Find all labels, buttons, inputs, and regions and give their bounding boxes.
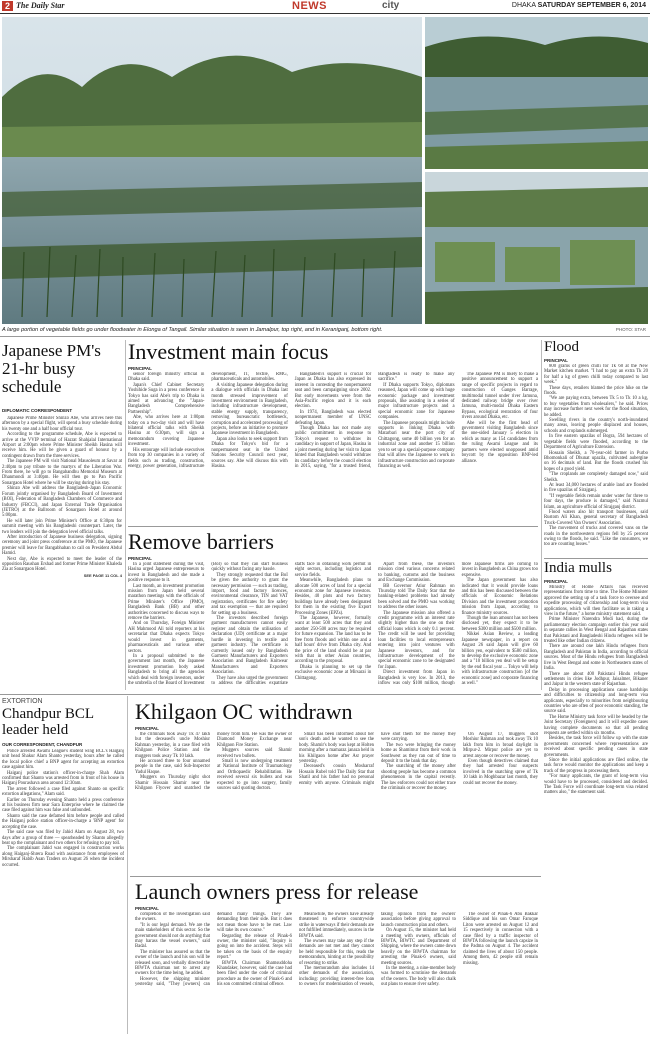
paragraph: Apart from these, the investors mission cited various concerns related to banking, customs and the business and Exchange Commission.	[378, 562, 455, 584]
paragraph: completion of the investigation said the owners.	[135, 912, 210, 923]
chandpur-kicker: EXTORTION	[2, 698, 43, 705]
paragraph: Hossain Sheikh, a 70-year-old farmer in Purbo Bhomonkali of Dhunat upazila, cultivated aubergine on 16 decimals of land. But the floods crushed his hopes of a good yield.	[544, 450, 648, 472]
paragraph: The Japan government has also indicated that it would provide loans and this has been discussed between the officials of Economic Relations Division and the investment promotion mission from Japan, according to finance ministry sources.	[461, 578, 538, 616]
paragraph: In 1974, Bangladesh was elected nonpermanent member of UNSC defeating Japan.	[294, 409, 372, 426]
chandpur-headline: Chandpur BCL leader held	[2, 706, 94, 738]
khilgaon-headline: Khilgaon OC withdrawn	[135, 699, 353, 724]
paragraph: Prime Minister Narendra Modi had, during the parliamentary election campaign earlier this year said in separate rallies in West Bengal and Rajasthan states that Pakistani and Bangladeshi Hindu refugees will be treated like other Indian citizens.	[544, 617, 648, 645]
paragraph: Even though detectives claimed that they had arrested four suspects involved in the snatching spree of Tk 10 lakh in Moghbazar last month, they could not recover the money.	[463, 759, 538, 786]
paragraph: In a joint statement during the visit, Hasina urged Japanese entrepreneurs to invest in Bangladesh and she made a positive response to it.	[128, 562, 205, 584]
paragraph: The Japanese proposals might include supports in linking Dhaka with Matarbari near the port city of Chittagong, some 40 billion yen for an industrial zone and another 15 billion yen to set up a special-purpose company that will allow the Japanese to work in infrastructure construction and corporate financing as well.	[378, 420, 455, 469]
paragraph: "The croplands are completely damaged now," said Sheikh.	[544, 472, 648, 483]
main-flood-photo	[2, 17, 422, 324]
continued-link[interactable]: SEE PAGE 11 COL 4	[83, 572, 122, 578]
paragraph: The movement of trucks and covered vans on the roads in the northwestern regions fell by 25 percent owing to the floods, he said. "Like the consumers, we too are counting losses."	[544, 526, 648, 548]
divider	[544, 558, 648, 559]
khilgaon-byline: PRINCIPAL	[135, 726, 159, 731]
paragraph: Nikkei Asian Review, a leading Japanese newspaper, in a report on August 26 said Japan will give 60 billion yen, equivalent to $580 million, to develop the exclusive economic zone and a "10 billion yen deal will be setup by the end fiscal year ... Tokyo will help with infrastructure construction [of the economic zone] and corporate financing as well."	[461, 632, 538, 686]
paragraph: Though Dhaka has not made any public commitment in response to Tokyo's request to withdraw its candidacy in support of Japan, Hasina in a joint meeting during her visit to Japan hinted that Bangladesh would withdraw its candidacy before the council election in 2015, saying, "for a trusted friend, Bangladesh is ready to make any sacrifice."	[294, 372, 455, 469]
paragraph: senior foreign ministry official in Dhaka said.	[128, 372, 205, 383]
paragraph: Abe, who arrives here at 1:00pm today on a two-day visit and will have bilateral official talks with Sheikh Hasina at 6:30pm, will sign a memorandum covering Japanese investment.	[128, 415, 205, 448]
dateline	[512, 2, 646, 9]
paragraph: In a proposal submitted to the government last month, the Japanese investment promotion body asked Bangladesh to bring all the agencies which deal with foreign investors, under the umbrella of the Board of Investment (BoI) so that they can start business quickly without facing any hassle.	[128, 562, 288, 686]
paragraph: Muggers on Thursday night shot Shamir Hossain Shamir near the Khilgaon Flyover and snatched the money from him. He was the owner of Diamond Money Exchange near Khilgaon Fire Station.	[135, 732, 292, 792]
chandpur-byline: OUR CORRESPONDENT, CHANDPUR	[2, 742, 83, 747]
paragraph: "It is our legal demand. We are the main stakeholders of this sector. So the government should not do anything that may harass the vessel owners," said Badal.	[135, 922, 210, 950]
subsection-label: city	[382, 0, 400, 11]
paragraph: The investors described foreign garment manufacturers cannot easily register and obtain the utilisation of declaration (UD) certificate at a major hurdle in investing in textile and garment industry. The certificate is currently issued only by Bangladesh Garment Manufacturers and Exporters Association and Bangladesh Knitwear Manufacturers and Exporters Association.	[211, 616, 288, 676]
india-mulls-headline: India mulls	[544, 560, 612, 576]
paragraph: After introduction of Japanese business delegation, signing ceremony and joint press conference at the PMO, the Japanese premier will leave for Bangabhaban to call on President Abdul Hamid.	[2, 534, 122, 557]
paragraph: Regarding the release of Pinak-6 owner, the minister said, "Inquiry is going on into the accident. Steps will be taken on the basis of the enquiry report."	[217, 933, 292, 961]
paragraph: Japanese Prime Minister Shinzo Abe, who arrives here this afternoon by a special flight, will spend a busy schedule during his twenty one and a half hour official tour.	[2, 416, 122, 432]
chandpur-body	[2, 749, 124, 1033]
paragraph: In the meeting, a nine-member body was formed to scrutinise the demands of the owners. The body will also chalk out plans to ensure river safety.	[381, 966, 456, 988]
paragraph: The Home Ministry task force will be headed by the Joint Secretary (Foreigners) and it will expedite cases having complete documents so that all pending requests are settled within six months.	[544, 714, 648, 736]
masthead	[0, 0, 650, 14]
paragraph: Bangladesh's support is crucial for Japan as Dhaka has also expressed its interest in contesting the nonpermanent seat and been campaigning since 2002. But early movements were from the Asia-Pacific region and it is each election.	[294, 372, 372, 410]
launch-body	[135, 912, 538, 1034]
khilgaon-body	[135, 732, 538, 872]
paragraph: The two were bringing the money home as Shamimur from their work in Southwest as they ran out of time to deposit it to the bank that day.	[381, 742, 456, 765]
paragraph: Small is now undergoing treatment at National Institute of Traumatology and Orthopaedic Rehabilitation. He received several six bullets and was expected to go into surgery, family sources said quoting doctors.	[217, 759, 292, 792]
paragraph: "We are paying extra, between Tk 5 to Tk 10 a kg, to buy vegetables from wholesalers," he said. Prices may increase further next week for the flood situation, he added.	[544, 396, 648, 418]
paragraph: Swelling rivers in the country's north-inundated many areas, leaving people displaced and houses, schools and croplands submerged.	[544, 418, 648, 434]
paragraph: Muggers sources said Shamir received two bullets.	[217, 748, 292, 759]
paragraph: In five eastern upazilas of Bogra, 594 hectares of vegetable fields were flooded, according to the Department of Agriculture Extension.	[544, 434, 648, 451]
paragraph: His entourage will include executives from top 30 companies in a variety of fields such as trading, construction, energy, power generation, infrastructure development, IT, textile, RMG, pharmaceuticals and automobiles.	[128, 372, 288, 469]
paragraph: The snatching of the money after shooting people has become a common phenomenon in the capital recently. The law enforcers could not either trace the criminals or recover the money.	[381, 764, 456, 792]
paragraph: The said case was filed by Jahid Alam on August 28, two days after a group of three — spearheaded by Shanto allegedly beat up the complainant and two others for refusing to pay toll.	[2, 830, 124, 846]
dateline-city: DHAKA	[511, 2, 536, 9]
paragraph: The minister has assured us that the owner of the launch and his son will be released soon, and verbally directed the BIWTA chairman not to arrest any owners for the time being, he added.	[135, 949, 210, 977]
paragraph: Haiganj police station's officer-in-charge Shah Alam confirmed that Shanto was arrested from in front of his house in Haiganj Pourashava area around 12:30am.	[2, 770, 124, 787]
paragraph: A visiting Japanese delegation during a dialogue with officials in Dhaka last month stressed improvement of investment environment in Bangladesh, including infrastructure development, stable energy supply, transparency, removing bureaucratic bottleneck, corruption and accelerated processing of projects, before an initiative to promote Japanese investment in Bangladesh.	[211, 382, 288, 437]
japan-pm-body	[2, 416, 122, 690]
paragraph: The Japanese, however, formally want at least 500 acres that they and another 250-500 acres may be required for future expansion. The land has to be free from floods and within one and a half hours' drive from Dhaka city. And the price of the land should be at par with that in other Asian countries, according to the proposal.	[294, 616, 372, 665]
paragraph: He will later join Prime Minister's Office at 6:30pm for summit meeting with his Bangladeshi counterpart. Later, the two leaders will join the delegation level official talks.	[2, 518, 122, 535]
paragraph: Delay in processing applications cause hardships and difficulties to citizenship and long-term visa applicants, especially to minorities from neighbouring countries who are often of poor economic standing, the source said.	[544, 687, 648, 715]
divider	[128, 526, 538, 527]
paragraph: Japan also looks to seek support from Dhaka for Tokyo's bid for a nonpermanent seat in the United Nations Security Council next year, sources say. Abe will discuss this with Hasina.	[211, 436, 288, 469]
photo-caption: A large portion of vegetable fields go under floodwater in Elonga of Tangail. Similar situation is seen in Jamalpur, top right, and in Keraniganj, bottom right.	[2, 327, 383, 333]
jamalpur-flood-photo	[425, 17, 648, 169]
paragraph: The Japanese mission also offered a credit programme with an interest rate slightly higher than the one on their official loans which is only 0.1 percent. The credit will be used for providing loan facilities to local entrepreneurs entering into joint ventures with Japanese investors, and for infrastructure development of the special economic zone to be designated for Japan.	[378, 610, 455, 670]
paragraph: At least 34,000 hectares of arable land are flooded in five upazilas of Sirajganj.	[544, 482, 648, 494]
paragraph: Last month, an investment promotion mission from Japan held several marathon meetings with the officials of Prime Minister's Office (PMO), Bangladesh Bank (BB) and other authorities concerned to discuss ways to remove the barriers.	[128, 583, 205, 622]
barriers-headline: Remove barriers	[128, 529, 274, 554]
barriers-body	[128, 562, 538, 690]
paragraph: BB Governor Atiur Rahman on Thursday told The Daily Star that the banking-related problems had already been solved and the PMO was working to address the other issues.	[378, 583, 455, 611]
paragraph: Police arrested Awami League's student wing BCL's Haiganj unit head Shakur Alam Shanto yesterday, hours after he called the local police chief a BNP agent for accepting an extortion case against him.	[2, 749, 124, 771]
section-label: NEWS	[292, 0, 327, 12]
paragraph: These days, retailers blamed the price hike on the floods.	[544, 385, 648, 397]
paragraph: Ministry of Home Affairs has received representations from time to time. The Home Minister approved the setting up of a task force to oversee and expedite processing of citizenship and long-term visa applications, which will then facilitate us in taking a view in the future," a home ministry statement said.	[544, 585, 648, 618]
paragraph: They have also urged the government to address the difficulties expatriate staffs face in obtaining work permit in eight sectors, including logistics and service fields.	[211, 562, 372, 686]
india-mulls-byline: PRINCIPAL	[544, 579, 568, 584]
paragraph: Besides, the task force will follow up with the state governments concerned where representations are received about specific pending cases in state governments.	[544, 736, 648, 758]
barriers-byline: PRINCIPAL	[128, 556, 152, 561]
launch-headline: Launch owners press for release	[135, 879, 419, 904]
paragraph: Meanwhile, the owners have already threatened to enforce countrywide strike in waterways if their demands are not fulfilled immediately, sources in the BIWTA said.	[299, 912, 374, 939]
paper-name: The Daily Star	[16, 1, 65, 10]
paragraph: The owners may take any step if the demands are not met and they cannot be held responsible for this, reads the memorandum, hinting at the possibility of resorting to strike.	[299, 939, 374, 966]
investment-byline: PRINCIPAL	[128, 366, 152, 371]
paragraph: Though the loan amount has not been disclosed yet, they expect it to be between $300 million and $500 million.	[461, 616, 538, 632]
paragraph: Earlier on Thursday evening Shanto held a press conference at his business firm near Sara Enterprise where he claimed the case filed against him was false and unfounded.	[2, 797, 124, 814]
column-divider	[125, 340, 126, 690]
japan-pm-byline: DIPLOMATIC CORRESPONDENT	[2, 408, 73, 413]
photo-credit: PHOTO: STAR	[615, 327, 646, 332]
divider	[0, 336, 650, 337]
paragraph: The memorandum also includes 14 other demands of the association, including: providing interest-free loan to owners for modernisation of vessels, taking opinion from the owners' association before giving approval to launch construction plan and others.	[299, 912, 456, 988]
flood-headline: Flood	[544, 339, 580, 355]
investment-headline: Investment main focus	[128, 339, 329, 364]
paragraph: The complainant Jahid was engaged in construction works along Haiganj-Shrera Road with assistance from employees of Mirsharaf Habib Asan Traders on August 26 when the incident occurred.	[2, 846, 124, 868]
paragraph: Dhaka is planning to set up the exclusive economic zone at Mirsarai in Chittagong.	[294, 664, 372, 681]
paragraph: Japan's Chief Cabinet Secretary Yoshihide Suga in a press conference in Tokyo has said Abe's trip to Dhaka is aimed at advancing the "Japan-Bangladesh Comprehensive Partnership".	[128, 382, 205, 415]
paragraph: He accused three to four unnamed people in the case, said Sub-Inspector Yadul Haque.	[135, 759, 210, 775]
paragraph: Shinzo Abe will address the Bangladesh-Japan Economic Forum jointly organised by Bangladesh Board of Investment (BOI), Federation of Bangladesh Chambers of Commerce and Industry (FBCCI), and Japan External Trade Organisation (JETRO) at the Ballroom of Sonargaon Hotel at around 5:00pm.	[2, 486, 122, 519]
paragraph: Meanwhile, Bangladesh plans to allocate 500 acres of land for a special economic zone for Japanese investors. Besides, 40 plots and two factory buildings have already been designated for them in the existing five Export Processing Zones (EPZs).	[294, 578, 372, 616]
paragraph: If Dhaka supports Tokyo, diplomats reasoned, Japan will come up with huge economic package and investment proposals, like assisting in a series of major infrastructure projects and a special economic zone for Japanese companies.	[378, 382, 455, 421]
paragraph: The arrest followed a case filed against Shanto on specific extortion allegations," Alam said.	[2, 786, 124, 798]
paragraph: There are about 400 Pakistani Hindu refugee settlements in cities like Jodhpur, Jaisalmer, Bikaner and Jaipur in the western state of Rajasthan.	[544, 671, 648, 688]
paragraph: Since the initial applications are filed online, the task force would monitor the applications and keep a track of the progress in processing them.	[544, 758, 648, 774]
divider	[0, 694, 541, 695]
paragraph: On August 17, muggers shot Moshiur Rahman and took away Tk 10 lakh from him in broad daylight in Mirpur-2. Mirpur police are yet to arrest anyone or recover the money.	[463, 732, 538, 759]
divider	[130, 876, 541, 877]
page-number: 2	[2, 1, 13, 11]
investment-body	[128, 372, 538, 522]
paragraph: Flood waters also hit transport businesses, said Rustom Ali Khan, general secretary of Bangladesh Truck-Covered Van Owners' Association.	[544, 509, 648, 526]
india-mulls-body	[544, 585, 648, 1033]
paragraph: The owner of Pinak-6 Abu Bakkar Siddique and his son Omar Faruque Liton were arrested on August 12 and 15 respectively in connection with a case filed by a traffic inspector of BIWTA following the launch capsize in the Padma on August 4. The accident claimed the lives of about 150 people. Among them, 42 people still remain missing.	[463, 912, 538, 966]
paragraph: the criminals took away Tk 47 lakh but the deceased's uncle Moshiur Rahman yesterday, in a case filed with Khilgaon Police Station and the muggers took away Tk 10 lakh.	[135, 732, 210, 759]
flood-body	[544, 364, 648, 556]
paragraph: The Japanese PM is likely to make a positive announcement to support a range of specific projects in regard to construction of Ganges Barrage, multimodal tunnel under river Jamuna, dedicated railway bridge over river Jamuna, multi-modal Dhaka Eastern Bypass, ecological restoration of four rivers around Dhaka, etc.	[461, 372, 538, 421]
paragraph: And on Thursday, Foreign Minister AH Mahmood Ali told reporters at his secretariat that Dhaka expects Tokyo would invest in garments, pharmaceuticals and various other sectors.	[128, 621, 205, 654]
paragraph: 800 grams of green chilli for Tk 60 at the New Market kitchen market. "I had to pay an extra Tk 20 for half a kg of green chilli today compared to last week."	[544, 364, 648, 386]
paragraph: "For many applicants, the grant of long-term visa would have to be processed, considered and decided. The Task Force will coordinate long-term visa related matters also," the statement said.	[544, 774, 648, 796]
keraniganj-flood-photo	[425, 172, 648, 324]
column-divider	[127, 696, 128, 1034]
paragraph: According to the programme schedule, Abe is expected to arrive at the VVIP terminal of Hazrat Shahjalal International Airport at 2:00pm where Prime Minister Sheikh Hasina will receive him. He will be given a guard of honour by a contingent drawn from the three services.	[2, 432, 122, 459]
column-divider	[541, 340, 542, 690]
paragraph: Small has been informed about her son's death and he wanted to see the body. Shamir's body was kept at Holten morning after a mamaraz janaza held in his Khilgaon home after Asr prayer yesterday.	[299, 732, 374, 765]
paragraph: "If vegetable fields remain under water for three to four days, the produce is damaged," said Nazmul Islam, an agriculture official of Sirajganj district.	[544, 493, 648, 510]
paragraph: BIWTA Chairman Shamsuddoha Khandaker, however, said the case had been filed under the code of criminal procedure as the owner of Pinak-6 and his son committed criminal offence.	[217, 960, 292, 988]
paragraph: Abe will be the first head of government visiting Bangladesh since the one-sided January 5 election in which as many as 154 candidates from the ruling Awami League and its partners were elected unopposed amid boycott by the opposition BNP-led alliance.	[461, 420, 538, 464]
paragraph: However, the shipping minister yesterday said, "They [owners] can demand many things. They are demanding from their side. But it does not mean those have to be met. Law will take its own course."	[135, 912, 292, 988]
paragraph: Deceased's cousin Mosharraf Hossain Rubel told The Daily Star that Shatil and his father had no personal enmity with anyone. Criminals might have shot them for the money they were carrying.	[299, 732, 456, 786]
paragraph: The Japanese PM will visit National Mausoleum at Savar at 2:40pm to pay tribute to the martyrs of the Liberation War. From there, he will go to Bangabandhu Memorial Museum at Dhanmondi at 3:40pm. He will then go to Pan Pacific Sonargaon Hotel where he will be staying during his stay.	[2, 459, 122, 486]
japan-pm-headline: Japanese PM's 21-hr busy schedule	[2, 341, 101, 396]
paragraph: Shanto said the case defamed him before people and called the Haiganj police station officer-in-charge a 'BNP agent' for accepting the case.	[2, 813, 124, 830]
dateline-date: SATURDAY SEPTEMBER 6, 2014	[537, 2, 646, 9]
launch-byline: PRINCIPAL	[135, 906, 159, 911]
paragraph: They strongly requested that the BoI be given the authority to grant the necessary permission — such as trading, import, food and factory licences, environmental clearance, TIN and VAT registration, certificates for fire safety and tax exemption — that are required for setting up a business.	[211, 572, 288, 616]
paragraph: Direct investment from Japan in Bangladesh is very low. In 2013, the inflow was only $100 million, though more Japanese firms are coming to invest in Bangladesh as China grows too expensive.	[378, 562, 538, 686]
paragraph: Next day, Abe is expected to meet the leader of the opposition Raushan Ershad and former Prime Minister Khaleda Zia at Sonargaon Hotel.	[2, 556, 122, 573]
flood-byline: PRINCIPAL	[544, 358, 568, 363]
paragraph: There are around one lakh Hindu refugees from Bangladesh and Pakistan in India, according to official sources. Most of the Hindu refugees from Bangladesh live in West Bengal and some in Northeastern states of India.	[544, 644, 648, 672]
paragraph: On August 15, the minister had held a meeting with owners, officials of BIWTA, BIWTC and Department of Shipping, where the owners came down heavily on the BIWTA chairman for arresting the Pinak-6 owners, said meeting sources.	[381, 928, 456, 966]
